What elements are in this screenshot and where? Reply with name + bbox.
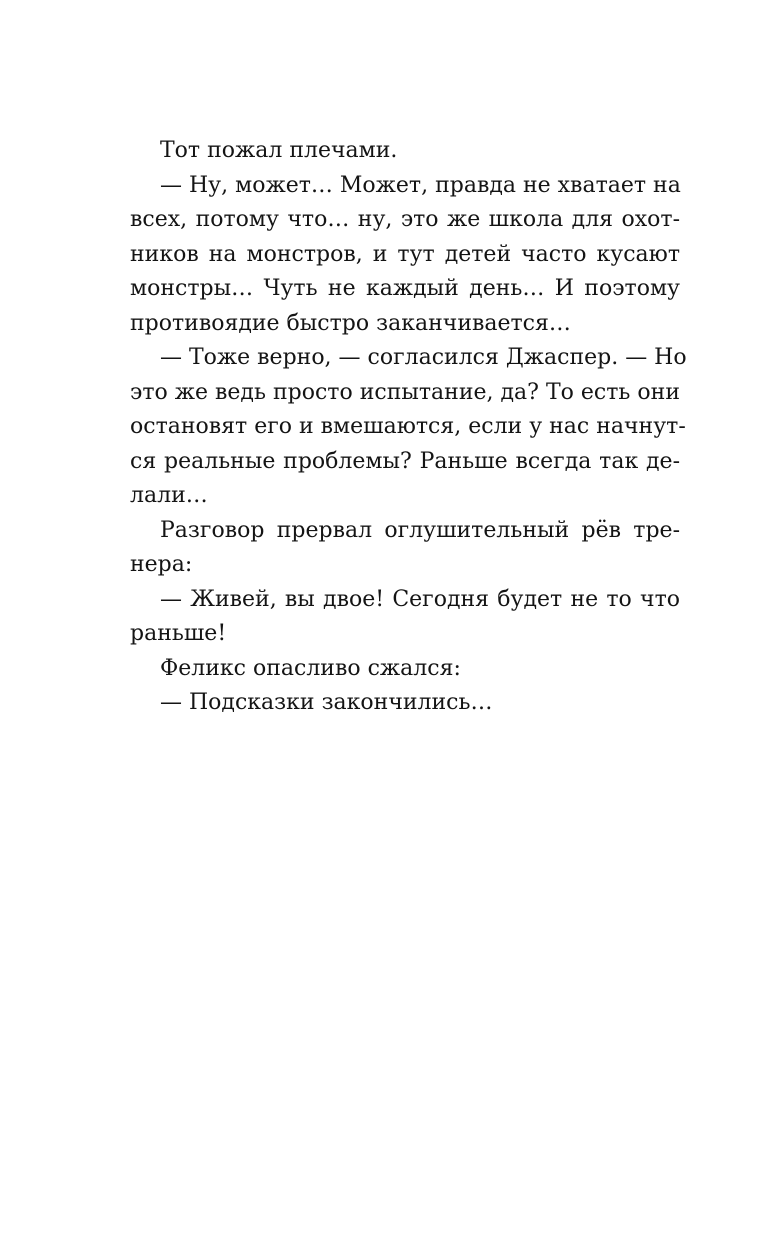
text-line: всех, потому что… ну, это же школа для охот- [130,207,680,232]
text-line: монстры… Чуть не каждый день… И поэтому [130,276,680,301]
text-line: Тот пожал плечами. [160,138,398,163]
text-line: остановят его и вмешаются, если у нас начнут- [130,414,686,439]
paragraph [130,583,680,652]
text-line: противоядие быстро заканчивается… [130,310,571,336]
text-line: раньше! [130,621,227,646]
text-line: Разговор прервал оглушительный рёв тре- [160,517,680,543]
paragraph [130,134,680,169]
text-line: ников на монстров, и тут детей часто кусают [130,241,680,267]
text-line: Феликс опасливо сжался: [160,655,461,681]
text-line: это же ведь просто испытание, да? То есть они [130,379,680,405]
text-line: нера: [130,552,193,577]
paragraph [130,169,680,342]
body-text [130,134,687,721]
paragraph [130,652,680,687]
text-line: — Тоже верно, — согласился Джаспер. — Но [160,345,687,370]
text-line: — Живей, вы двое! Сегодня будет не то что [160,586,680,612]
text-line: лали… [130,483,208,508]
paragraph [130,341,687,514]
paragraph [130,686,680,721]
text-line: — Подсказки закончились… [160,690,493,715]
text-line: ся реальные проблемы? Раньше всегда так де- [130,448,680,474]
paragraph [130,514,680,583]
text-line: — Ну, может… Может, правда не хватает на [160,172,681,198]
